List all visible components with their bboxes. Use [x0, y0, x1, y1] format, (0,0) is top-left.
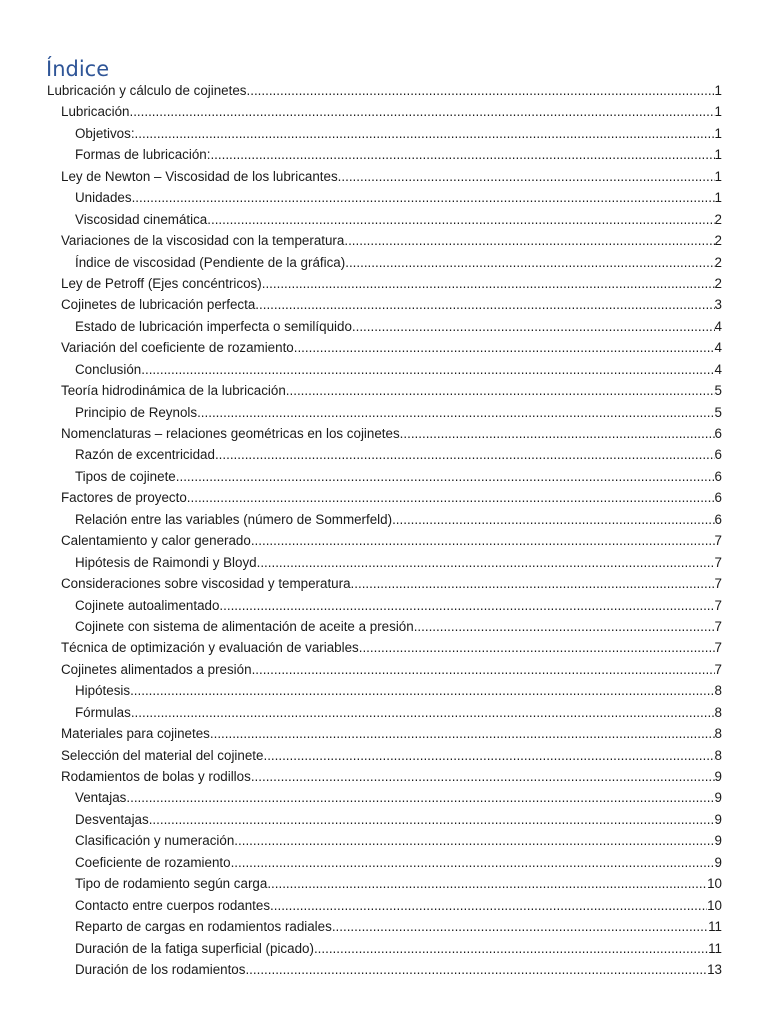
toc-dot-leader	[351, 573, 715, 594]
toc-dot-leader	[132, 187, 715, 208]
toc-dot-leader	[294, 337, 715, 358]
toc-entry-text: Fórmulas	[75, 704, 131, 720]
toc-entry[interactable]	[0, 509, 768, 530]
toc-dot-leader	[210, 723, 715, 744]
toc-dot-leader	[263, 745, 714, 766]
toc-dot-leader	[314, 938, 708, 959]
toc-entry-text: Teoría hidrodinámica de la lubricación	[61, 383, 286, 399]
toc-entry-text: Reparto de cargas en rodamientos radiales	[75, 919, 332, 935]
toc-dot-leader	[252, 659, 715, 680]
toc-dot-leader	[414, 616, 715, 637]
toc-entry-text: Variación del coeficiente de rozamiento	[61, 340, 294, 356]
toc-entry-page-number: 6	[714, 426, 722, 441]
toc-entry-text: Duración de la fatiga superficial (picado)	[75, 940, 314, 956]
toc-dot-leader	[176, 466, 715, 487]
toc-dot-leader	[338, 166, 715, 187]
toc-dot-leader	[352, 316, 715, 337]
toc-dot-leader	[257, 552, 715, 573]
toc-entry[interactable]	[0, 659, 768, 680]
toc-entry-text: Principio de Reynols	[75, 404, 198, 420]
toc-entry-text: Hipótesis de Raimondi y Bloyd	[75, 554, 257, 570]
toc-entry[interactable]	[0, 938, 768, 959]
toc-entry[interactable]	[0, 530, 768, 551]
toc-list	[0, 80, 768, 980]
toc-entry[interactable]	[0, 809, 768, 830]
toc-entry[interactable]	[0, 294, 768, 315]
toc-dot-leader	[345, 252, 714, 273]
toc-entry-page-number: 6	[714, 447, 722, 463]
toc-entry[interactable]	[0, 573, 768, 594]
toc-entry-page-number: 5	[714, 404, 722, 420]
toc-entry-text: Hipótesis	[75, 683, 131, 699]
toc-entry-text: Ventajas	[75, 790, 127, 806]
toc-entry-page-number: 1	[714, 168, 722, 184]
toc-entry[interactable]	[0, 316, 768, 337]
toc-entry-text: Contacto entre cuerpos rodantes	[75, 897, 271, 913]
toc-entry-page-number: 4	[714, 318, 722, 334]
toc-entry[interactable]	[0, 702, 768, 723]
toc-entry-text: Técnica de optimización y evaluación de variables	[61, 640, 359, 656]
toc-entry-page-number: 8	[714, 747, 722, 763]
toc-dot-leader	[234, 830, 714, 851]
toc-entry-text: Cojinete autoalimentado	[75, 597, 220, 613]
toc-dot-leader	[247, 80, 715, 101]
toc-entry-page-number: 8	[714, 704, 722, 720]
toc-entry-text: Tipos de cojinete	[75, 468, 176, 484]
toc-dot-leader	[251, 530, 715, 551]
toc-entry[interactable]	[0, 487, 768, 508]
toc-entry-page-number: 2	[714, 233, 722, 249]
toc-entry-text: Lubricación y cálculo de cojinetes	[47, 83, 247, 98]
toc-entry[interactable]	[0, 852, 768, 873]
toc-entry[interactable]	[0, 959, 768, 980]
toc-dot-leader	[344, 230, 714, 251]
toc-entry-page-number: 1	[714, 190, 722, 206]
toc-dot-leader	[262, 273, 715, 294]
toc-dot-leader	[129, 101, 714, 122]
toc-entry-text: Duración de los rodamientos	[75, 961, 246, 977]
toc-entry-page-number: 6	[714, 511, 722, 527]
toc-entry[interactable]	[0, 895, 768, 916]
toc-entry[interactable]	[0, 423, 768, 444]
toc-entry-page-number: 11	[708, 940, 722, 956]
toc-entry-text: Formas de lubricación:	[75, 147, 211, 163]
toc-entry-page-number: 10	[707, 897, 722, 913]
toc-dot-leader	[131, 702, 715, 723]
toc-entry-page-number: 10	[707, 876, 722, 892]
toc-entry-page-number: 7	[714, 640, 722, 656]
toc-entry-page-number: 2	[714, 254, 722, 270]
toc-dot-leader	[359, 637, 715, 658]
toc-entry-page-number: 11	[708, 919, 722, 935]
toc-entry-page-number: 9	[714, 790, 722, 806]
toc-entry[interactable]	[0, 187, 768, 208]
toc-entry-text: Factores de proyecto	[61, 490, 187, 506]
toc-dot-leader	[286, 380, 715, 401]
toc-entry[interactable]	[0, 552, 768, 573]
toc-dot-leader	[219, 595, 714, 616]
toc-entry-page-number: 4	[714, 340, 722, 356]
toc-entry-text: Variaciones de la viscosidad con la temperatura	[61, 233, 345, 249]
toc-dot-leader	[251, 766, 715, 787]
toc-dot-leader	[270, 895, 707, 916]
toc-entry-text: Clasificación y numeración	[75, 833, 235, 849]
toc-entry[interactable]	[0, 166, 768, 187]
toc-entry[interactable]	[0, 359, 768, 380]
toc-entry-text: Cojinetes de lubricación perfecta	[61, 297, 256, 313]
toc-dot-leader	[149, 809, 715, 830]
toc-entry-page-number: 7	[714, 533, 722, 549]
toc-entry[interactable]	[0, 466, 768, 487]
toc-entry-text: Materiales para cojinetes	[61, 726, 210, 742]
toc-entry-page-number: 9	[714, 833, 722, 849]
toc-dot-leader	[187, 487, 715, 508]
toc-entry-text: Desventajas	[75, 811, 149, 827]
toc-entry-text: Selección del material del cojinete	[61, 747, 264, 763]
toc-entry-text: Consideraciones sobre viscosidad y temperatura	[61, 576, 351, 592]
toc-entry[interactable]	[0, 595, 768, 616]
toc-dot-leader	[130, 680, 714, 701]
toc-entry[interactable]	[0, 209, 768, 230]
toc-entry[interactable]	[0, 916, 768, 937]
toc-entry-page-number: 8	[714, 726, 722, 742]
toc-entry-page-number: 9	[714, 769, 722, 784]
toc-entry-page-number: 9	[714, 854, 722, 870]
toc-entry-page-number: 1	[714, 147, 722, 163]
toc-entry[interactable]	[0, 787, 768, 808]
toc-entry-text: Lubricación	[61, 104, 130, 120]
toc-entry-page-number: 9	[714, 811, 722, 827]
toc-entry[interactable]	[0, 80, 768, 101]
toc-entry-text: Unidades	[75, 190, 132, 206]
toc-dot-leader	[210, 144, 714, 165]
toc-entry-page-number: 7	[714, 576, 722, 592]
toc-entry-page-number: 7	[714, 618, 722, 634]
toc-entry-text: Objetivos:	[75, 125, 135, 141]
toc-entry[interactable]	[0, 637, 768, 658]
toc-entry[interactable]	[0, 123, 768, 144]
toc-entry-text: Razón de excentricidad	[75, 447, 215, 463]
toc-entry-text: Índice de viscosidad (Pendiente de la gráfica)	[75, 254, 346, 270]
toc-entry-page-number: 7	[714, 554, 722, 570]
toc-entry-text: Cojinete con sistema de alimentación de aceite a presión	[75, 618, 414, 634]
toc-entry-page-number: 6	[714, 468, 722, 484]
toc-entry-page-number: 1	[714, 83, 722, 98]
toc-entry-text: Calentamiento y calor generado	[61, 533, 251, 549]
toc-entry[interactable]	[0, 230, 768, 251]
toc-entry-text: Nomenclaturas – relaciones geométricas en los cojinetes	[61, 426, 400, 441]
toc-entry[interactable]	[0, 680, 768, 701]
toc-entry[interactable]	[0, 402, 768, 423]
toc-entry-page-number: 1	[714, 125, 722, 141]
toc-entry[interactable]	[0, 380, 768, 401]
toc-entry-page-number: 3	[714, 297, 722, 313]
toc-entry-text: Cojinetes alimentados a presión	[61, 661, 252, 677]
toc-title: Índice	[46, 57, 110, 81]
toc-entry-page-number: 8	[714, 683, 722, 699]
toc-entry-page-number: 6	[714, 490, 722, 506]
toc-entry-text: Tipo de rodamiento según carga	[75, 876, 268, 892]
toc-dot-leader	[255, 294, 714, 315]
toc-entry-text: Coeficiente de rozamiento	[75, 854, 231, 870]
toc-entry-page-number: 7	[714, 597, 722, 613]
toc-entry[interactable]	[0, 745, 768, 766]
toc-entry[interactable]	[0, 101, 768, 122]
toc-dot-leader	[197, 402, 714, 423]
toc-dot-leader	[207, 209, 714, 230]
toc-dot-leader	[231, 852, 715, 873]
toc-entry-page-number: 13	[707, 961, 722, 977]
toc-entry-text: Ley de Newton – Viscosidad de los lubricantes	[61, 168, 338, 184]
toc-entry[interactable]	[0, 273, 768, 294]
toc-dot-leader	[332, 916, 708, 937]
toc-entry-page-number: 4	[714, 361, 722, 377]
toc-entry-text: Ley de Petroff (Ejes concéntricos)	[61, 275, 262, 291]
toc-entry-text: Relación entre las variables (número de Sommerfeld)	[75, 511, 393, 527]
toc-dot-leader	[135, 123, 715, 144]
toc-dot-leader	[392, 509, 714, 530]
toc-entry[interactable]	[0, 830, 768, 851]
toc-entry[interactable]	[0, 873, 768, 894]
toc-dot-leader	[215, 444, 715, 465]
toc-dot-leader	[245, 959, 707, 980]
toc-entry-text: Rodamientos de bolas y rodillos	[61, 769, 251, 784]
toc-entry-text: Viscosidad cinemática	[75, 211, 208, 227]
toc-dot-leader	[400, 423, 715, 444]
toc-entry[interactable]	[0, 616, 768, 637]
toc-entry-page-number: 2	[714, 275, 722, 291]
toc-entry[interactable]	[0, 723, 768, 744]
toc-entry-text: Conclusión	[75, 361, 142, 377]
toc-dot-leader	[267, 873, 707, 894]
toc-entry[interactable]	[0, 337, 768, 358]
toc-entry[interactable]	[0, 144, 768, 165]
toc-entry-page-number: 1	[714, 104, 722, 120]
toc-entry[interactable]	[0, 252, 768, 273]
toc-entry-page-number: 7	[714, 661, 722, 677]
toc-entry-page-number: 5	[714, 383, 722, 399]
toc-entry[interactable]	[0, 766, 768, 787]
toc-entry-page-number: 2	[714, 211, 722, 227]
toc-entry-text: Estado de lubricación imperfecta o semilíquido	[75, 318, 352, 334]
toc-entry[interactable]	[0, 444, 768, 465]
toc-dot-leader	[141, 359, 714, 380]
toc-dot-leader	[126, 787, 714, 808]
